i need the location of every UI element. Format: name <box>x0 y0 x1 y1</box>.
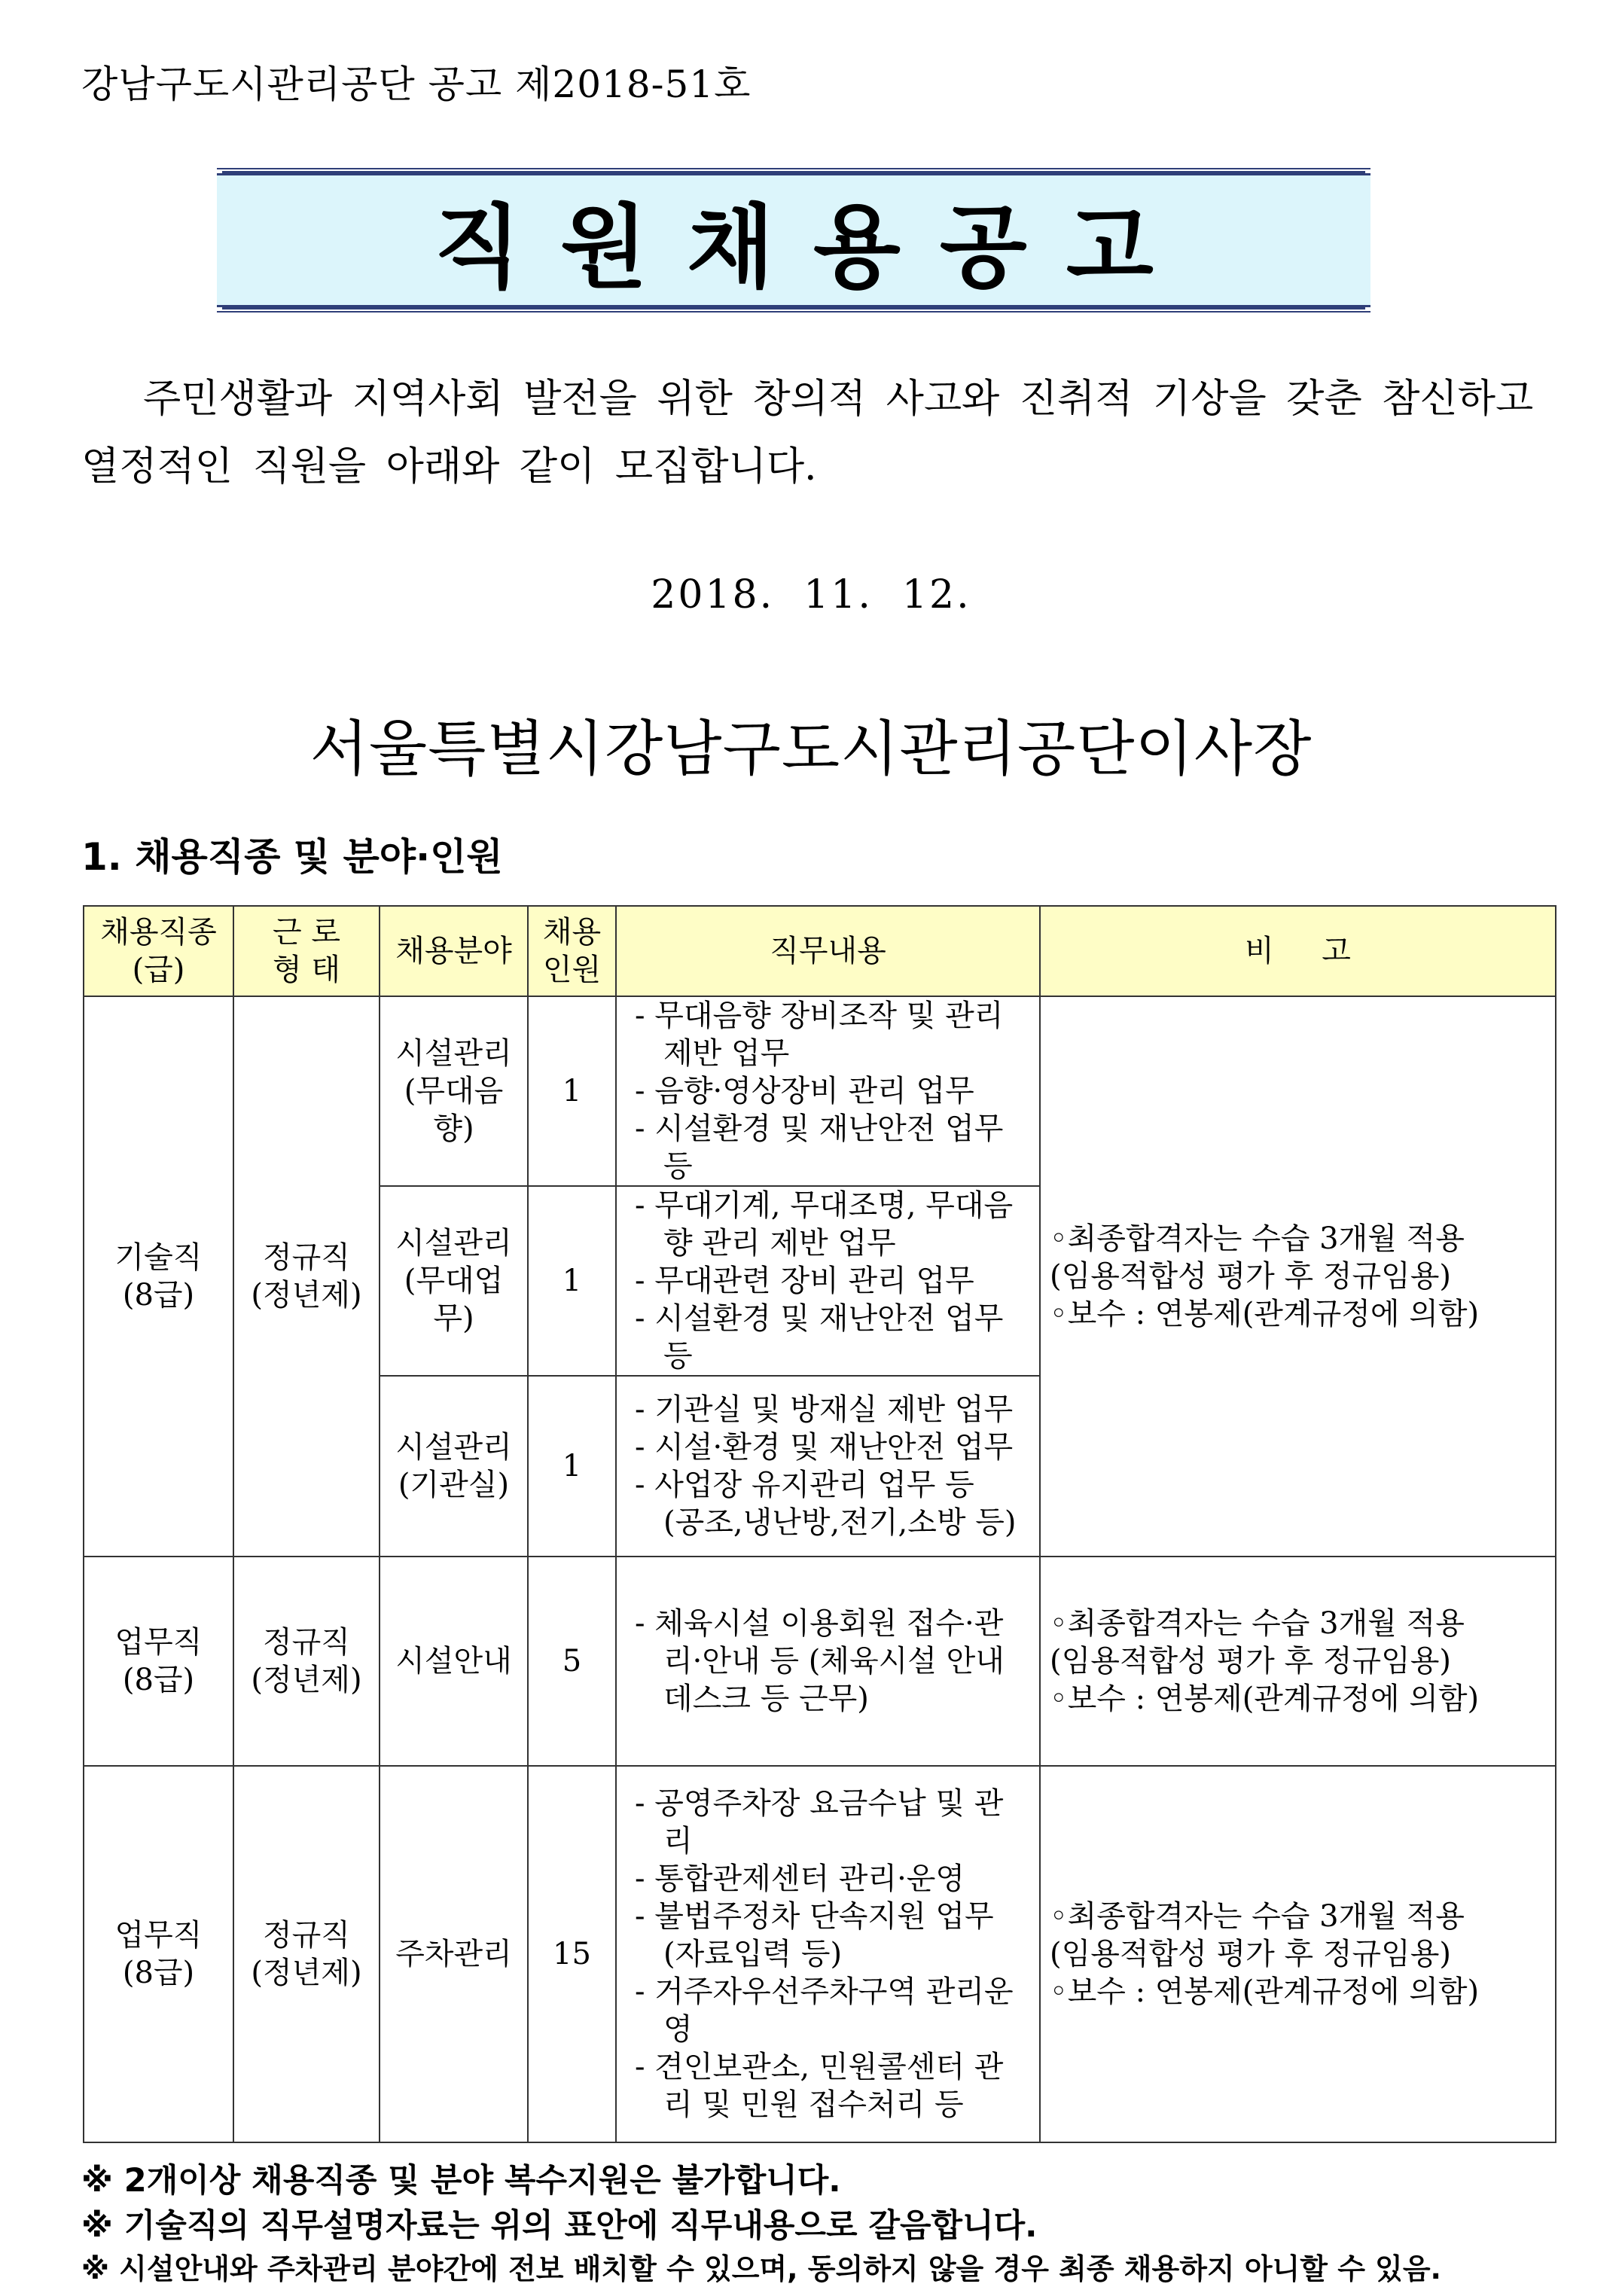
duty-item: - 견인보관소, 민원콜센터 관리 및 민원 접수처리 등 <box>635 2050 1004 2122</box>
duty-item: - 시설·환경 및 재난안전 업무 <box>635 1430 1014 1465</box>
cell-remark <box>1040 1766 1556 2142</box>
cell-work-form: 정규직 (정년제) <box>233 1766 380 2142</box>
header-field: 채용분야 <box>380 906 528 996</box>
remark-line: ◦최종합격자는 수습 3개월 적용 <box>1050 1899 1465 1934</box>
cell-count: 1 <box>528 1376 616 1557</box>
cell-remark <box>1040 1557 1556 1766</box>
page-title: 직원채용공고 <box>434 196 1193 300</box>
cell-duty <box>616 1557 1040 1766</box>
cell-type: 업무직 (8급) <box>84 1557 233 1766</box>
duty-item: (공조,냉난방,전기,소방 등) <box>663 1505 1017 1540</box>
cell-field: 시설안내 <box>380 1557 528 1766</box>
duty-item: - 불법주정차 단속지원 업무 (자료입력 등) <box>635 1899 994 1971</box>
cell-field: 시설관리 (기관실) <box>380 1376 528 1557</box>
duty-item: - 무대기계, 무대조명, 무대음향 관리 제반 업무 <box>635 1188 1014 1261</box>
cell-count: 5 <box>528 1557 616 1766</box>
header-remark: 비 고 <box>1040 906 1556 996</box>
remark-line: (임용적합성 평가 후 정규임용) <box>1050 1644 1452 1679</box>
remark-line: (임용적합성 평가 후 정규임용) <box>1050 1937 1452 1971</box>
header-count: 채용 인원 <box>528 906 616 996</box>
section-heading: 1. 채용직종 및 분야·인원 <box>81 835 503 879</box>
cell-count: 15 <box>528 1766 616 2142</box>
cell-duty <box>616 1186 1040 1376</box>
cell-work-form: 정규직 (정년제) <box>233 1557 380 1766</box>
footnote: ※ 2개이상 채용직종 및 분야 복수지원은 불가합니다. <box>81 2162 841 2200</box>
cell-field: 시설관리 (무대음향) <box>380 996 528 1186</box>
header-work-form: 근 로 형 태 <box>233 906 380 996</box>
issuer-name: 서울특별시강남구도시관리공단이사장 <box>309 714 1313 784</box>
cell-duty <box>616 1766 1040 2142</box>
duty-item: - 공영주차장 요금수납 및 관리 <box>635 1786 1004 1858</box>
duty-item: - 시설환경 및 재난안전 업무 등 <box>635 1301 1004 1374</box>
duty-item: - 무대음향 장비조작 및 관리 제반 업무 <box>635 999 1004 1071</box>
title-banner <box>217 173 1370 307</box>
duty-item: - 거주자우선주차구역 관리운영 <box>635 1974 1014 2047</box>
duty-item: - 시설환경 및 재난안전 업무 등 <box>635 1111 1004 1184</box>
remark-line: ◦보수 : 연봉제(관계규정에 의함) <box>1050 1297 1480 1331</box>
cell-type: 기술직 (8급) <box>84 996 233 1557</box>
cell-count: 1 <box>528 996 616 1186</box>
intro-paragraph: 주민생활과 지역사회 발전을 위한 창의적 사고와 진취적 기상을 갖춘 참신하고 열정적인 직원을 아래와 같이 모집합니다. <box>81 377 1534 489</box>
footnote: ※ 시설안내와 주차관리 분야간에 전보 배치할 수 있으며, 동의하지 않을 경우 최종 채용하지 아니할 수 있음. <box>81 2252 1441 2285</box>
duty-item: - 무대관련 장비 관리 업무 <box>635 1264 974 1298</box>
duty-item: - 기관실 및 방재실 제반 업무 <box>635 1392 1014 1427</box>
cell-remark <box>1040 996 1556 1557</box>
remark-line: ◦최종합격자는 수습 3개월 적용 <box>1050 1221 1465 1256</box>
cell-duty <box>616 1376 1040 1557</box>
cell-field: 시설관리 (무대업무) <box>380 1186 528 1376</box>
cell-type: 업무직 (8급) <box>84 1766 233 2142</box>
header-type: 채용직종 (급) <box>84 906 233 996</box>
duty-item: - 음향·영상장비 관리 업무 <box>635 1074 974 1108</box>
cell-count: 1 <box>528 1186 616 1376</box>
notice-date: 2018. 11. 12. <box>651 572 971 617</box>
cell-work-form: 정규직 (정년제) <box>233 996 380 1557</box>
footnote: ※ 기술직의 직무설명자료는 위의 표안에 직무내용으로 갈음합니다. <box>81 2207 1038 2245</box>
remark-line: ◦최종합격자는 수습 3개월 적용 <box>1050 1606 1465 1641</box>
remark-line: ◦보수 : 연봉제(관계규정에 의함) <box>1050 1682 1480 1716</box>
duty-item: - 사업장 유지관리 업무 등 <box>635 1468 974 1502</box>
header-duty: 직무내용 <box>616 906 1040 996</box>
table-row <box>84 1766 1556 2142</box>
table-row <box>84 996 1556 1186</box>
duty-item: - 통합관제센터 관리·운영 <box>635 1861 965 1896</box>
duty-item: - 체육시설 이용회원 접수·관리·안내 등 (체육시설 안내데스크 등 근무) <box>635 1606 1005 1716</box>
table-row <box>84 1557 1556 1766</box>
cell-duty <box>616 996 1040 1186</box>
remark-line: (임용적합성 평가 후 정규임용) <box>1050 1259 1452 1294</box>
table-header-row <box>84 906 1556 996</box>
remark-line: ◦보수 : 연봉제(관계규정에 의함) <box>1050 1974 1480 2009</box>
notice-number: 강남구도시관리공단 공고 제2018-51호 <box>81 63 752 106</box>
cell-field: 주차관리 <box>380 1766 528 2142</box>
recruitment-table <box>83 905 1556 2143</box>
